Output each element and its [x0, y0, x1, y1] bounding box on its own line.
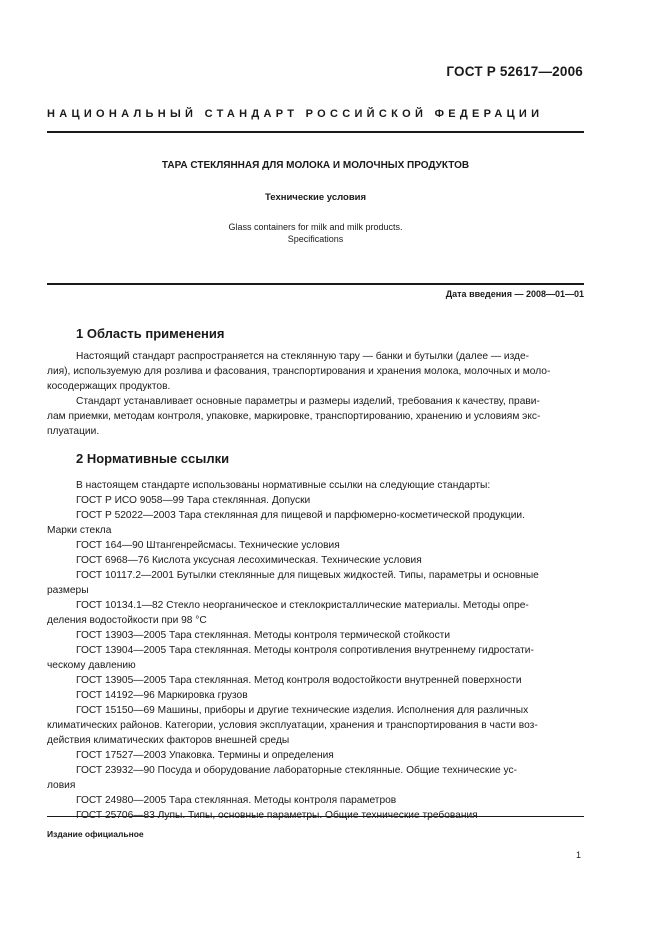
date-divider — [47, 283, 584, 285]
paragraph-line: плуатации. — [47, 426, 100, 437]
paragraph-line: косодержащих продуктов. — [47, 381, 171, 392]
paragraph-line: лия), используемую для розлива и фасования, транспортирования и хранения молока, молочных и моло- — [47, 366, 551, 377]
document-subtitle: Технические условия — [264, 192, 367, 203]
paragraph-line: лам приемки, методам контроля, упаковке, маркировке, транспортированию, хранению и условиям экс- — [47, 411, 541, 422]
section-1-heading: 1 Область применения — [76, 326, 225, 341]
reference-line: ГОСТ 13903—2005 Тара стеклянная. Методы контроля термической стойкости — [76, 630, 451, 641]
reference-line: ГОСТ 13905—2005 Тара стеклянная. Метод контроля водостойкости внутренней поверхности — [76, 675, 522, 686]
paragraph-line: Стандарт устанавливает основные параметры и размеры изделий, требования к качеству, прави- — [76, 396, 540, 407]
reference-line: ГОСТ 17527—2003 Упаковка. Термины и определения — [76, 750, 334, 761]
reference-line: ческому давлению — [47, 660, 136, 671]
reference-line: ГОСТ 15150—69 Машины, приборы и другие технические изделия. Исполнения для различных — [76, 705, 529, 716]
paragraph-line: Настоящий стандарт распространяется на стеклянную тару — банки и бутылки (далее — изде- — [76, 351, 530, 362]
reference-line: ГОСТ 13904—2005 Тара стеклянная. Методы контроля сопротивления внутреннему гидростати- — [76, 645, 534, 656]
reference-line: деления водостойкости при 98 °С — [47, 615, 207, 626]
document-number: ГОСТ Р 52617—2006 — [446, 64, 583, 79]
footer-divider — [47, 816, 584, 817]
reference-line: ГОСТ 24980—2005 Тара стеклянная. Методы контроля параметров — [76, 795, 397, 806]
reference-line: ловия — [47, 780, 76, 791]
reference-line: ГОСТ 23932—90 Посуда и оборудование лабораторные стеклянные. Общие технические ус- — [76, 765, 517, 776]
reference-line: размеры — [47, 585, 89, 596]
reference-line: Марки стекла — [47, 525, 112, 536]
top-divider — [47, 131, 584, 133]
reference-line: ГОСТ 10117.2—2001 Бутылки стеклянные для пищевых жидкостей. Типы, параметры и основные — [76, 570, 539, 581]
reference-line: ГОСТ Р 52022—2003 Тара стеклянная для пищевой и парфюмерно-косметической продукции. — [76, 510, 525, 521]
national-standard-banner: НАЦИОНАЛЬНЫЙ СТАНДАРТ РОССИЙСКОЙ ФЕДЕРАЦИИ — [47, 108, 544, 120]
reference-line: ГОСТ 14192—96 Маркировка грузов — [76, 690, 248, 701]
english-subtitle: Specifications — [287, 234, 344, 244]
reference-line: ГОСТ 6968—76 Кислота уксусная лесохимическая. Технические условия — [76, 555, 422, 566]
edition-label: Издание официальное — [47, 829, 144, 839]
reference-line: ГОСТ 25706—83 Лупы. Типы, основные параметры. Общие технические требования — [76, 810, 478, 821]
reference-line: ГОСТ 10134.1—82 Стекло неорганическое и стеклокристаллические материалы. Методы опре- — [76, 600, 529, 611]
document-title: ТАРА СТЕКЛЯННАЯ ДЛЯ МОЛОКА И МОЛОЧНЫХ ПРОДУКТОВ — [161, 160, 470, 171]
page-number: 1 — [575, 850, 581, 860]
introduction-date: Дата введения — 2008—01—01 — [445, 289, 584, 299]
reference-line: климатических районов. Категории, условия эксплуатации, хранения и транспортирования в части воз- — [47, 720, 538, 731]
paragraph-line: В настоящем стандарте использованы нормативные ссылки на следующие стандарты: — [76, 480, 491, 491]
reference-line: действия климатических факторов внешней среды — [47, 735, 290, 746]
section-2-heading: 2 Нормативные ссылки — [76, 451, 230, 466]
reference-line: ГОСТ 164—90 Штангенрейсмасы. Технические условия — [76, 540, 340, 551]
reference-line: ГОСТ Р ИСО 9058—99 Тара стеклянная. Допуски — [76, 495, 311, 506]
english-title: Glass containers for milk and milk products. — [228, 222, 403, 232]
